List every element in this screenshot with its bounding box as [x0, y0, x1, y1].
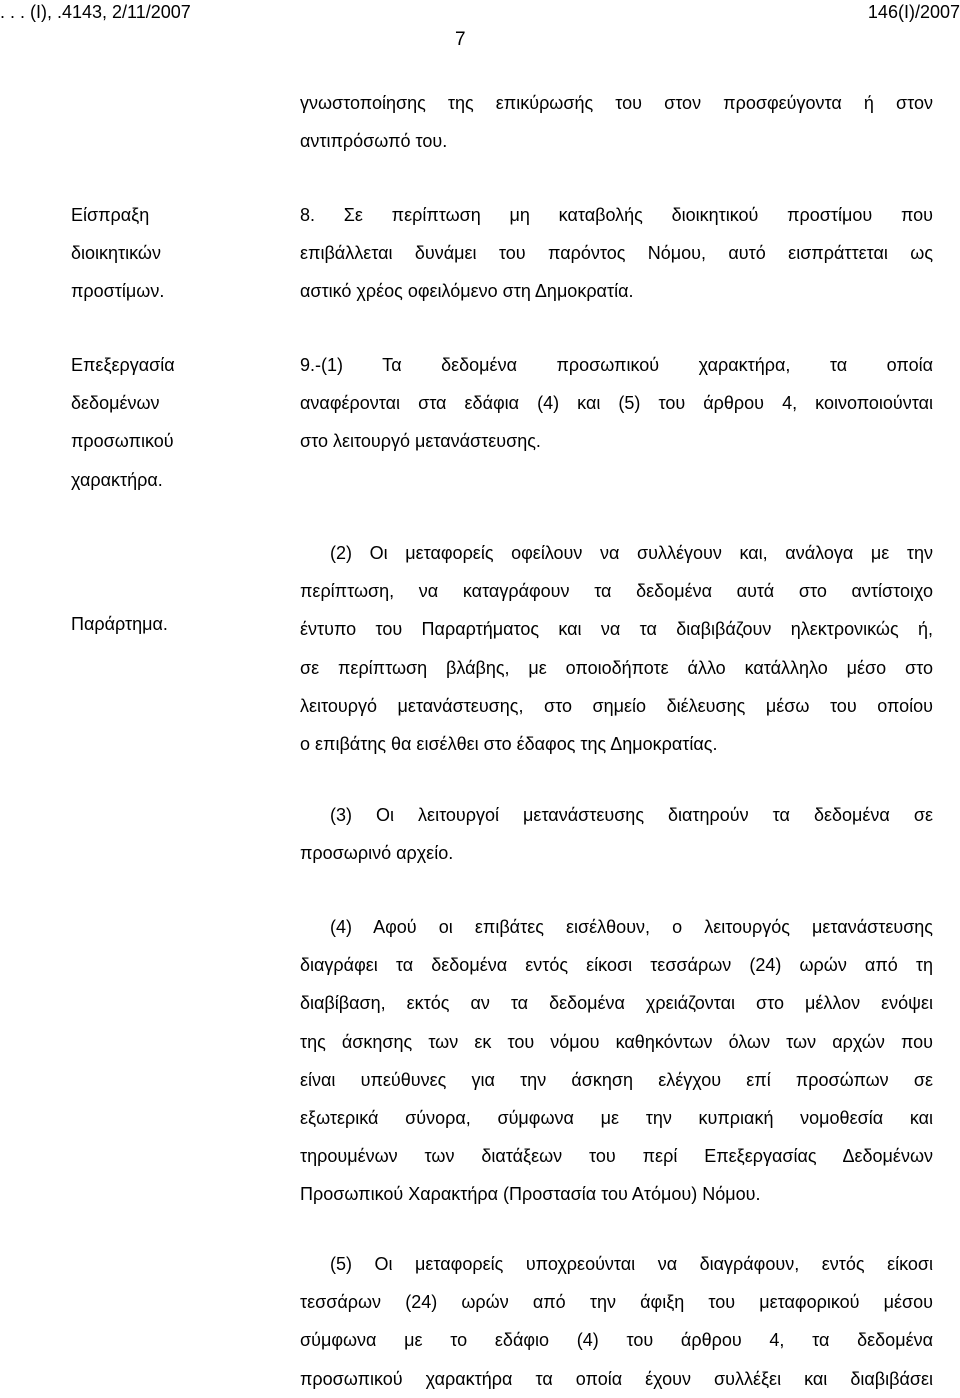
paragraph-line: τεσσάρων (24) ωρών από την άφιξη του μεταφορικού μέσου: [300, 1292, 933, 1313]
paragraph-line: σε περίπτωση βλάβης, με οποιοδήποτε άλλο κατάλληλο μέσο στο: [300, 657, 933, 678]
margin-note-line: Παράρτημα.: [71, 614, 168, 634]
paragraph-line: (5) Οι μεταφορείς υποχρεούνται να διαγράφουν, εντός είκοσι: [330, 1254, 933, 1274]
paragraph-line: επιβάλλεται δυνάμει του παρόντος Νόμου, αυτό εισπράττεται ως: [300, 243, 933, 264]
paragraph-line: (3) Οι λειτουργοί μετανάστευσης διατηρούν τα δεδομένα σε: [330, 805, 933, 825]
margin-note-section-8: [71, 196, 261, 311]
paragraph-line: (4) Αφού οι επιβάτες εισέλθουν, ο λειτουργός μετανάστευσης: [330, 917, 933, 937]
paragraph-line: (2) Οι μεταφορείς οφείλουν να συλλέγουν και, ανάλογα με την: [330, 543, 933, 563]
paragraph-line: της άσκησης των εκ του νόμου καθηκόντων όλων των αρχών που: [300, 1031, 933, 1052]
paragraph-line: τηρουμένων των διατάξεων του περί Επεξεργασίας Δεδομένων: [300, 1146, 933, 1167]
margin-note-annex: [71, 605, 261, 643]
subsection-2-paragraph: [300, 534, 933, 763]
subsection-5-paragraph: [300, 1245, 933, 1398]
subsection-4-paragraph: [300, 908, 933, 1214]
paragraph-line: 9.-(1) Τα δεδομένα προσωπικού χαρακτήρα, τα οποία: [300, 355, 933, 375]
paragraph-line: προσωρινό αρχείο.: [300, 843, 454, 864]
paragraph-line: ο επιβάτης θα εισέλθει στο έδαφος της Δημοκρατίας.: [300, 733, 718, 754]
paragraph-line: περίπτωση, να καταγράφουν τα δεδομένα αυτά στο αντίστοιχο: [300, 581, 933, 602]
paragraph-line: έντυπο του Παραρτήματος και να τα διαβιβάζουν ηλεκτρονικώς ή,: [300, 619, 933, 640]
paragraph-line: στο λειτουργό μετανάστευσης.: [300, 431, 541, 452]
paragraph-line: προσωπικού χαρακτήρα τα οποία έχουν συλλέξει και διαβιβάσει: [300, 1368, 933, 1389]
margin-note-line: Είσπραξη: [71, 205, 150, 225]
paragraph-line: Προσωπικού Χαρακτήρα (Προστασία του Ατόμου) Νόμου.: [300, 1184, 761, 1205]
paragraph-line: διαβίβαση, εκτός αν τα δεδομένα χρειάζονται στο μέλλον ενόψει: [300, 993, 933, 1014]
paragraph-line: σύμφωνα με το εδάφιο (4) του άρθρου 4, τα δεδομένα: [300, 1330, 933, 1351]
margin-note-line: προστίμων.: [71, 281, 165, 302]
margin-note-line: δεδομένων: [71, 393, 160, 414]
section-8-paragraph: [300, 196, 933, 311]
paragraph-line: είναι υπεύθυνες για την άσκηση ελέγχου επί προσώπων σε: [300, 1069, 933, 1090]
paragraph-line: διαγράφει τα δεδομένα εντός είκοσι τεσσάρων (24) ωρών από τη: [300, 955, 933, 976]
margin-note-line: διοικητικών: [71, 243, 161, 264]
margin-note-line: χαρακτήρα.: [71, 469, 163, 490]
paragraph-line: αστικό χρέος οφειλόμενο στη Δημοκρατία.: [300, 281, 634, 302]
margin-note-line: προσωπικού: [71, 431, 174, 452]
document-header-left: . . . (Ι), .4143, 2/11/2007: [0, 2, 191, 22]
page-number: 7: [455, 29, 466, 50]
paragraph-line: αντιπρόσωπό του.: [300, 131, 448, 152]
margin-note-line: Επεξεργασία: [71, 355, 175, 375]
paragraph-line: αναφέρονται στα εδάφια (4) και (5) του άρθρου 4, κοινοποιούνται: [300, 393, 933, 414]
paragraph-line: 8. Σε περίπτωση μη καταβολής διοικητικού προστίμου που: [300, 205, 933, 225]
continuation-paragraph: [300, 84, 933, 160]
paragraph-line: εξωτερικά σύνορα, σύμφωνα με την κυπριακή νομοθεσία και: [300, 1107, 933, 1128]
subsection-3-paragraph: [300, 796, 933, 872]
margin-note-section-9: [71, 346, 261, 499]
paragraph-line: λειτουργό μετανάστευσης, στο σημείο διέλευσης μέσω του οποίου: [300, 695, 933, 716]
section-9-paragraph: [300, 346, 933, 461]
paragraph-line: γνωστοποίησης της επικύρωσής του στον προσφεύγοντα ή στον: [300, 93, 933, 113]
document-header-right: 146(Ι)/2007: [867, 2, 960, 22]
